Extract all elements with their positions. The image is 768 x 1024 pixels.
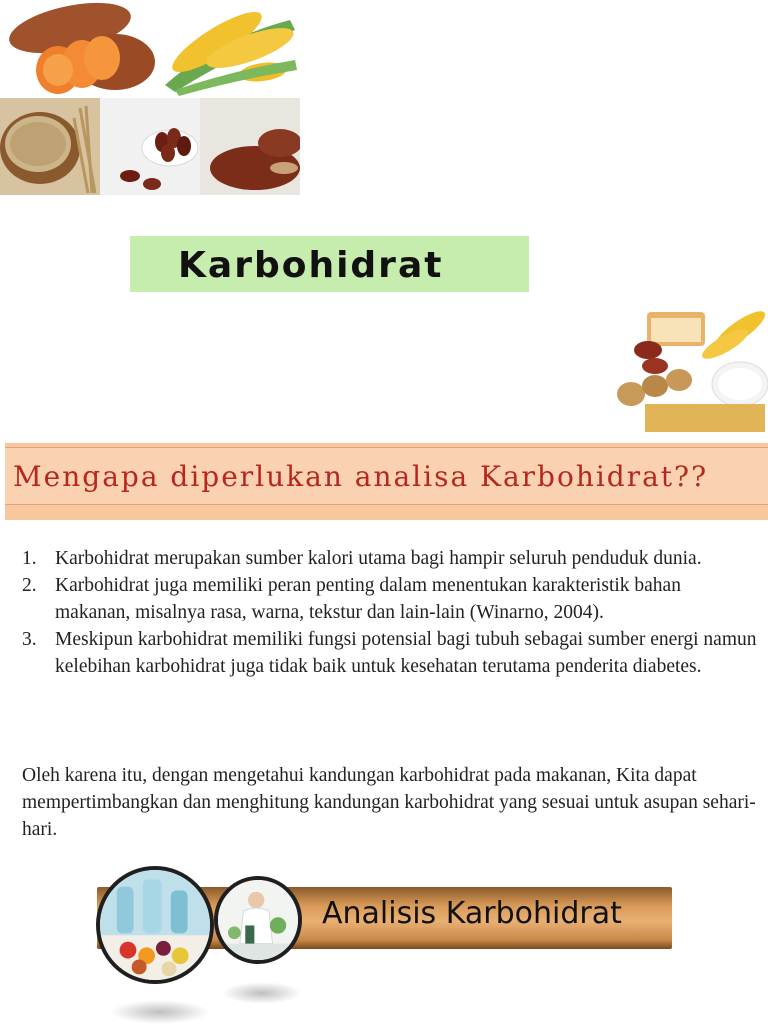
corn-photo — [155, 0, 300, 98]
circle-shadow — [110, 1000, 210, 1024]
sweet-potato-photo — [0, 0, 155, 98]
lab-scientist-photo — [214, 876, 302, 964]
page-title: Karbohidrat — [178, 245, 444, 286]
conclusion-paragraph: Oleh karena itu, dengan mengetahui kandungan karbohidrat pada makanan, Kita dapat mempertimbangkan dan menghitung kandungan karbohidrat yang sesuai untuk asupan sehari-hari. — [22, 765, 756, 840]
dates-photo — [100, 98, 200, 195]
lab-glassware-photo — [96, 866, 214, 984]
oats-photo — [0, 98, 100, 195]
list-item — [22, 545, 757, 572]
list-number: 2. — [22, 575, 37, 596]
circle-shadow — [222, 982, 302, 1004]
list-item — [22, 626, 757, 680]
list-item — [22, 572, 757, 626]
carbohydrate-foods-photo — [615, 308, 768, 432]
section-question: Mengapa diperlukan analisa Karbohidrat?? — [13, 460, 709, 493]
list-text: Meskipun karbohidrat memiliki fungsi potensial bagi tubuh sebagai sumber energi namun kelebihan karbohidrat juga tidak baik untuk kesehatan terutama penderita diabetes. — [55, 629, 757, 677]
red-rice-photo — [200, 98, 300, 195]
title-banner — [130, 236, 529, 292]
question-box — [5, 447, 768, 505]
question-band — [5, 443, 768, 520]
list-number: 3. — [22, 629, 37, 650]
reasons-list — [22, 545, 757, 680]
list-number: 1. — [22, 548, 37, 569]
banner-label: Analisis Karbohidrat — [322, 896, 622, 931]
list-text: Karbohidrat juga memiliki peran penting dalam menentukan karakteristik bahan makanan, misalnya rasa, warna, tekstur dan lain-lain (Winarno, 2004). — [55, 575, 681, 623]
list-text: Karbohidrat merupakan sumber kalori utama bagi hampir seluruh penduduk dunia. — [55, 548, 702, 569]
